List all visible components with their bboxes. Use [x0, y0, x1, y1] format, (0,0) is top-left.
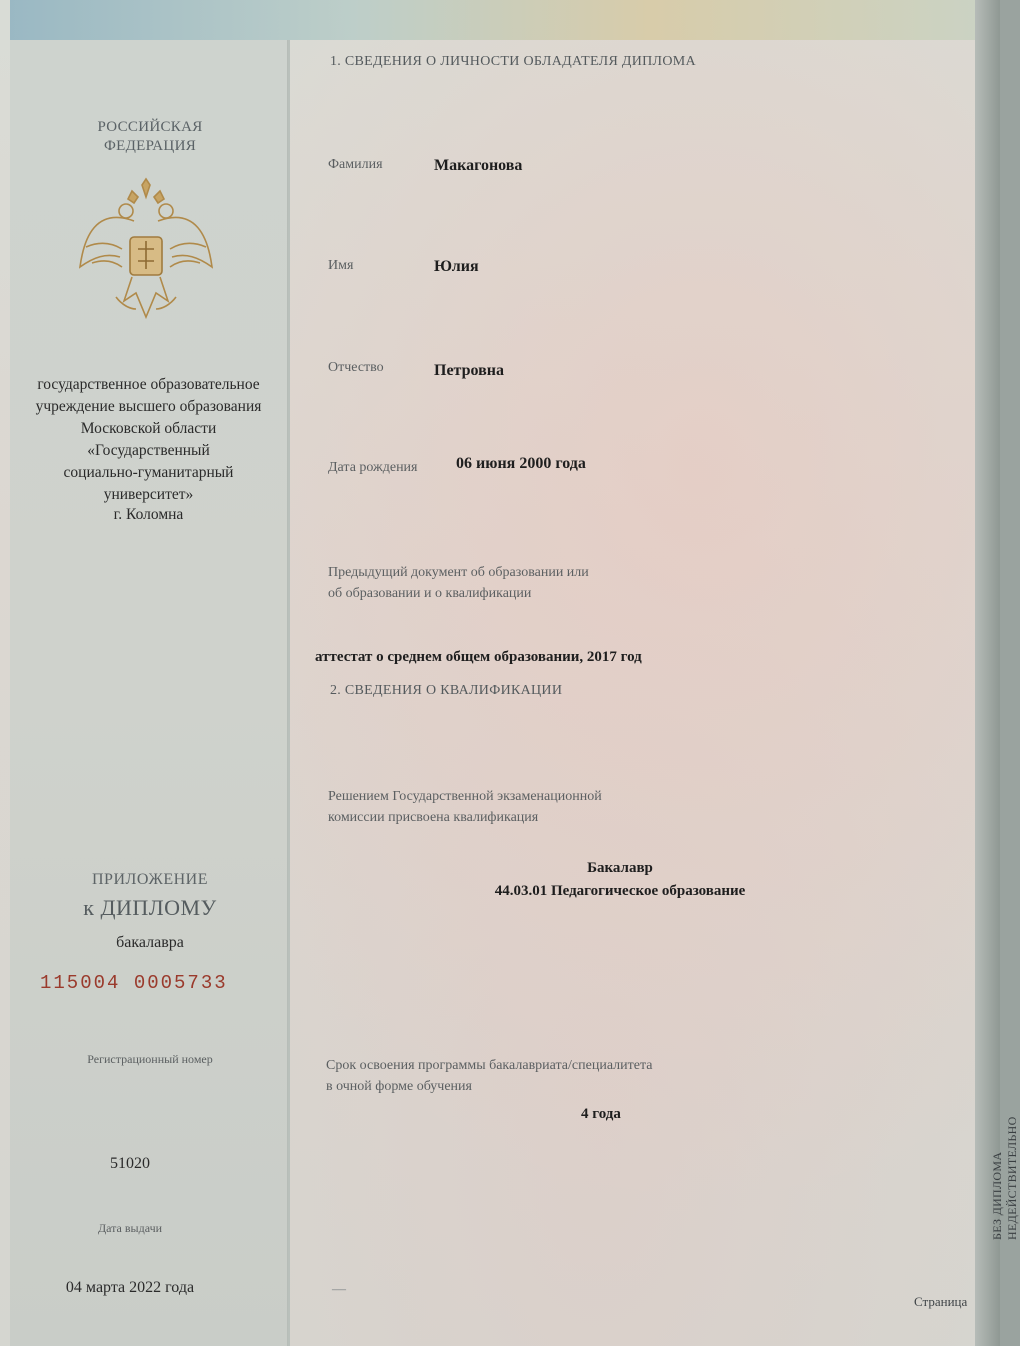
- country-line-1: РОССИЙСКАЯ: [97, 119, 203, 135]
- institution-line: университет»: [103, 486, 194, 503]
- birth-date-value: 06 июня 2000 года: [456, 455, 586, 472]
- appendix-subtitle: к ДИПЛОМУ: [83, 895, 217, 920]
- country-line-2: ФЕДЕРАЦИЯ: [103, 138, 197, 154]
- decision-label-1: Решением Государственной экзаменационной: [328, 789, 602, 804]
- issue-date-label: Дата выдачи: [97, 1221, 163, 1235]
- decision-label-2: комиссии присвоена квалификация: [328, 810, 539, 825]
- study-term-label-2: в очной форме обучения: [326, 1079, 472, 1094]
- serial-number: 115004 0005733: [40, 972, 228, 994]
- section-1-title: 1. СВЕДЕНИЯ О ЛИЧНОСТИ ОБЛАДАТЕЛЯ ДИПЛОМА: [330, 54, 696, 69]
- surname-label: Фамилия: [328, 157, 383, 172]
- institution-line: Московской области: [80, 420, 217, 437]
- patronymic-label: Отчество: [328, 360, 384, 375]
- previous-document-label-2: об образовании и о квалификации: [328, 586, 532, 601]
- appendix-title: ПРИЛОЖЕНИЕ: [91, 871, 208, 888]
- validity-note: БЕЗ ДИПЛОМА НЕДЕЙСТВИТЕЛЬНО: [990, 1116, 1019, 1240]
- name-value: Юлия: [434, 258, 479, 275]
- birth-date-label: Дата рождения: [328, 460, 418, 475]
- institution-line: «Государственный: [87, 442, 210, 459]
- institution-line: учреждение высшего образования: [35, 398, 262, 415]
- section-2-title: 2. СВЕДЕНИЯ О КВАЛИФИКАЦИИ: [330, 683, 563, 698]
- page-label: Страница: [914, 1294, 968, 1309]
- previous-document-value: аттестат о среднем общем образовании, 2017 год: [315, 649, 642, 665]
- program-value: 44.03.01 Педагогическое образование: [494, 883, 746, 899]
- study-term-value: 4 года: [581, 1106, 621, 1122]
- institution-line: г. Коломна: [113, 506, 184, 523]
- panel-divider: [288, 40, 290, 1346]
- registration-number: 51020: [110, 1155, 150, 1172]
- surname-value: Макагонова: [434, 157, 523, 174]
- qualification-value: Бакалавр: [587, 860, 653, 876]
- institution-line: государственное образовательное: [37, 376, 260, 393]
- registration-label: Регистрационный номер: [87, 1052, 213, 1066]
- patronymic-value: Петровна: [434, 362, 504, 379]
- institution-line: социально-гуманитарный: [63, 464, 234, 481]
- name-label: Имя: [328, 258, 354, 273]
- issue-date: 04 марта 2022 года: [65, 1279, 195, 1296]
- top-security-band: [10, 0, 995, 40]
- footer-dash: —: [332, 1282, 346, 1297]
- double-headed-eagle-icon: [76, 177, 216, 327]
- study-term-label-1: Срок освоения программы бакалавриата/специалитета: [326, 1058, 653, 1073]
- previous-document-label-1: Предыдущий документ об образовании или: [328, 565, 589, 580]
- degree-level: бакалавра: [116, 934, 184, 951]
